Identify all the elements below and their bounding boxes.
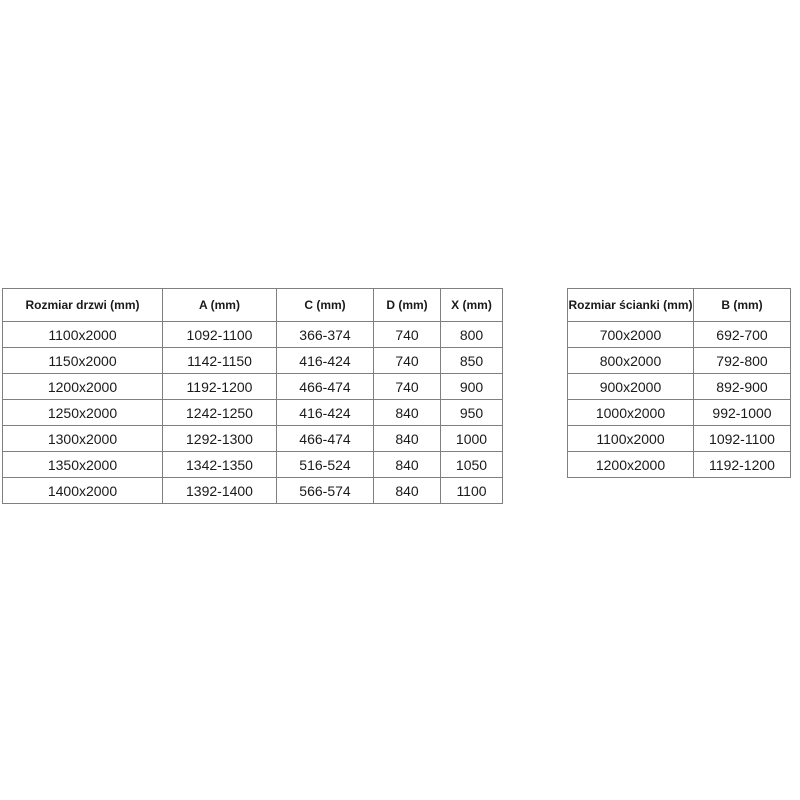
header-row [568,289,791,322]
table-cell: 892-900 [694,374,791,400]
table-cell: 792-800 [694,348,791,374]
table-cell: 740 [374,322,441,348]
table-cell: 900x2000 [568,374,694,400]
table-cell: 1392-1400 [163,478,277,504]
table-row [3,426,503,452]
wall-sizes-table [567,288,791,478]
table-cell: 800x2000 [568,348,694,374]
table-cell: 1292-1300 [163,426,277,452]
table-row [568,452,791,478]
table-cell: 566-574 [277,478,374,504]
table-cell: 840 [374,452,441,478]
table-cell: 366-374 [277,322,374,348]
table-cell: 1342-1350 [163,452,277,478]
header-cell: D (mm) [374,289,441,322]
header-cell: Rozmiar drzwi (mm) [3,289,163,322]
table-row [568,400,791,426]
table-row [3,348,503,374]
table-cell: 1000 [441,426,503,452]
table-cell: 840 [374,426,441,452]
table-cell: 740 [374,348,441,374]
table-row [3,452,503,478]
table-cell: 1192-1200 [163,374,277,400]
table-cell: 850 [441,348,503,374]
table-cell: 900 [441,374,503,400]
table-cell: 516-524 [277,452,374,478]
table-cell: 800 [441,322,503,348]
header-cell: Rozmiar ścianki (mm) [568,289,694,322]
table-row [568,374,791,400]
table-cell: 1092-1100 [163,322,277,348]
table-row [3,478,503,504]
table-cell: 692-700 [694,322,791,348]
table-cell: 1300x2000 [3,426,163,452]
table-cell: 840 [374,400,441,426]
table-cell: 416-424 [277,348,374,374]
table-cell: 1150x2000 [3,348,163,374]
header-cell: B (mm) [694,289,791,322]
table-cell: 416-424 [277,400,374,426]
table-row [3,322,503,348]
table-cell: 1050 [441,452,503,478]
table-row [568,322,791,348]
header-cell: A (mm) [163,289,277,322]
table-cell: 1100x2000 [568,426,694,452]
header-cell: X (mm) [441,289,503,322]
header-cell: C (mm) [277,289,374,322]
door-sizes-table [2,288,503,504]
table-cell: 950 [441,400,503,426]
table-row [568,348,791,374]
table-cell: 1200x2000 [568,452,694,478]
table-cell: 1192-1200 [694,452,791,478]
table-row [568,426,791,452]
table-row [3,374,503,400]
header-row [3,289,503,322]
table-cell: 1100 [441,478,503,504]
table-cell: 1092-1100 [694,426,791,452]
table-cell: 1142-1150 [163,348,277,374]
table-cell: 992-1000 [694,400,791,426]
table-cell: 1000x2000 [568,400,694,426]
table-cell: 1242-1250 [163,400,277,426]
table-cell: 466-474 [277,374,374,400]
table-cell: 740 [374,374,441,400]
table-cell: 1400x2000 [3,478,163,504]
table-cell: 840 [374,478,441,504]
table-cell: 1100x2000 [3,322,163,348]
table-cell: 466-474 [277,426,374,452]
table-cell: 700x2000 [568,322,694,348]
table-cell: 1250x2000 [3,400,163,426]
table-cell: 1200x2000 [3,374,163,400]
table-row [3,400,503,426]
table-cell: 1350x2000 [3,452,163,478]
